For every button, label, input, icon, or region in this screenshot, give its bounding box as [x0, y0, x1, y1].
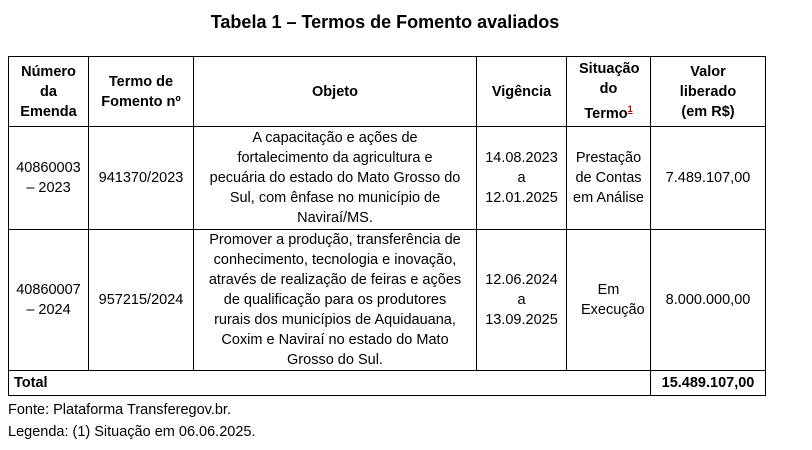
total-label: Total: [9, 371, 651, 396]
table-title: Tabela 1 – Termos de Fomento avaliados: [210, 12, 560, 32]
header-row: [9, 57, 766, 127]
cell-valor: 8.000.000,00: [651, 230, 766, 371]
cell-termo: 957215/2024: [89, 230, 194, 371]
total-value: 15.489.107,00: [651, 371, 766, 396]
header-situacao: Situação do Termo$^1$: [567, 57, 651, 127]
cell-vigencia: 14.08.2023 a 12.01.2025: [477, 127, 567, 230]
header-emenda: Número da Emenda: [9, 57, 89, 127]
source-note: Fonte: Plataforma Transferegov.br.: [8, 402, 231, 418]
cell-objeto: A capacitação e ações de fortalecimento da agricultura e pecuária do estado do Mato Grosso do Sul, com ênfase no município de Naviraí/MS.: [194, 127, 477, 230]
header-vigencia: Vigência: [477, 57, 567, 127]
cell-valor: 7.489.107,00: [651, 127, 766, 230]
cell-emenda: 40860003 – 2023: [9, 127, 89, 230]
header-objeto: Objeto: [194, 57, 477, 127]
cell-situacao: Prestação de Contas em Análise: [567, 127, 651, 230]
footnote-ref: 1: [627, 104, 633, 115]
cell-emenda: 40860007 – 2024: [9, 230, 89, 371]
table-row: [9, 127, 766, 230]
termos-table: [8, 56, 766, 396]
legend-note: Legenda: (1) Situação em 06.06.2025.: [8, 424, 256, 440]
cell-termo: 941370/2023: [89, 127, 194, 230]
cell-objeto: Promover a produção, transferência de conhecimento, tecnologia e inovação, através de realização de feiras e ações de qualificação para os produtores rurais dos municípios de Aquidauana, Coxim e Naviraí no estado do Mato Grosso do Sul.: [194, 230, 477, 371]
cell-vigencia: 12.06.2024 a 13.09.2025: [477, 230, 567, 371]
cell-situacao: Em Execução: [567, 230, 651, 371]
total-row: [9, 371, 766, 396]
header-valor: Valor liberado (em R$): [651, 57, 766, 127]
table-row: [9, 230, 766, 371]
header-termo: Termo de Fomento nº: [89, 57, 194, 127]
